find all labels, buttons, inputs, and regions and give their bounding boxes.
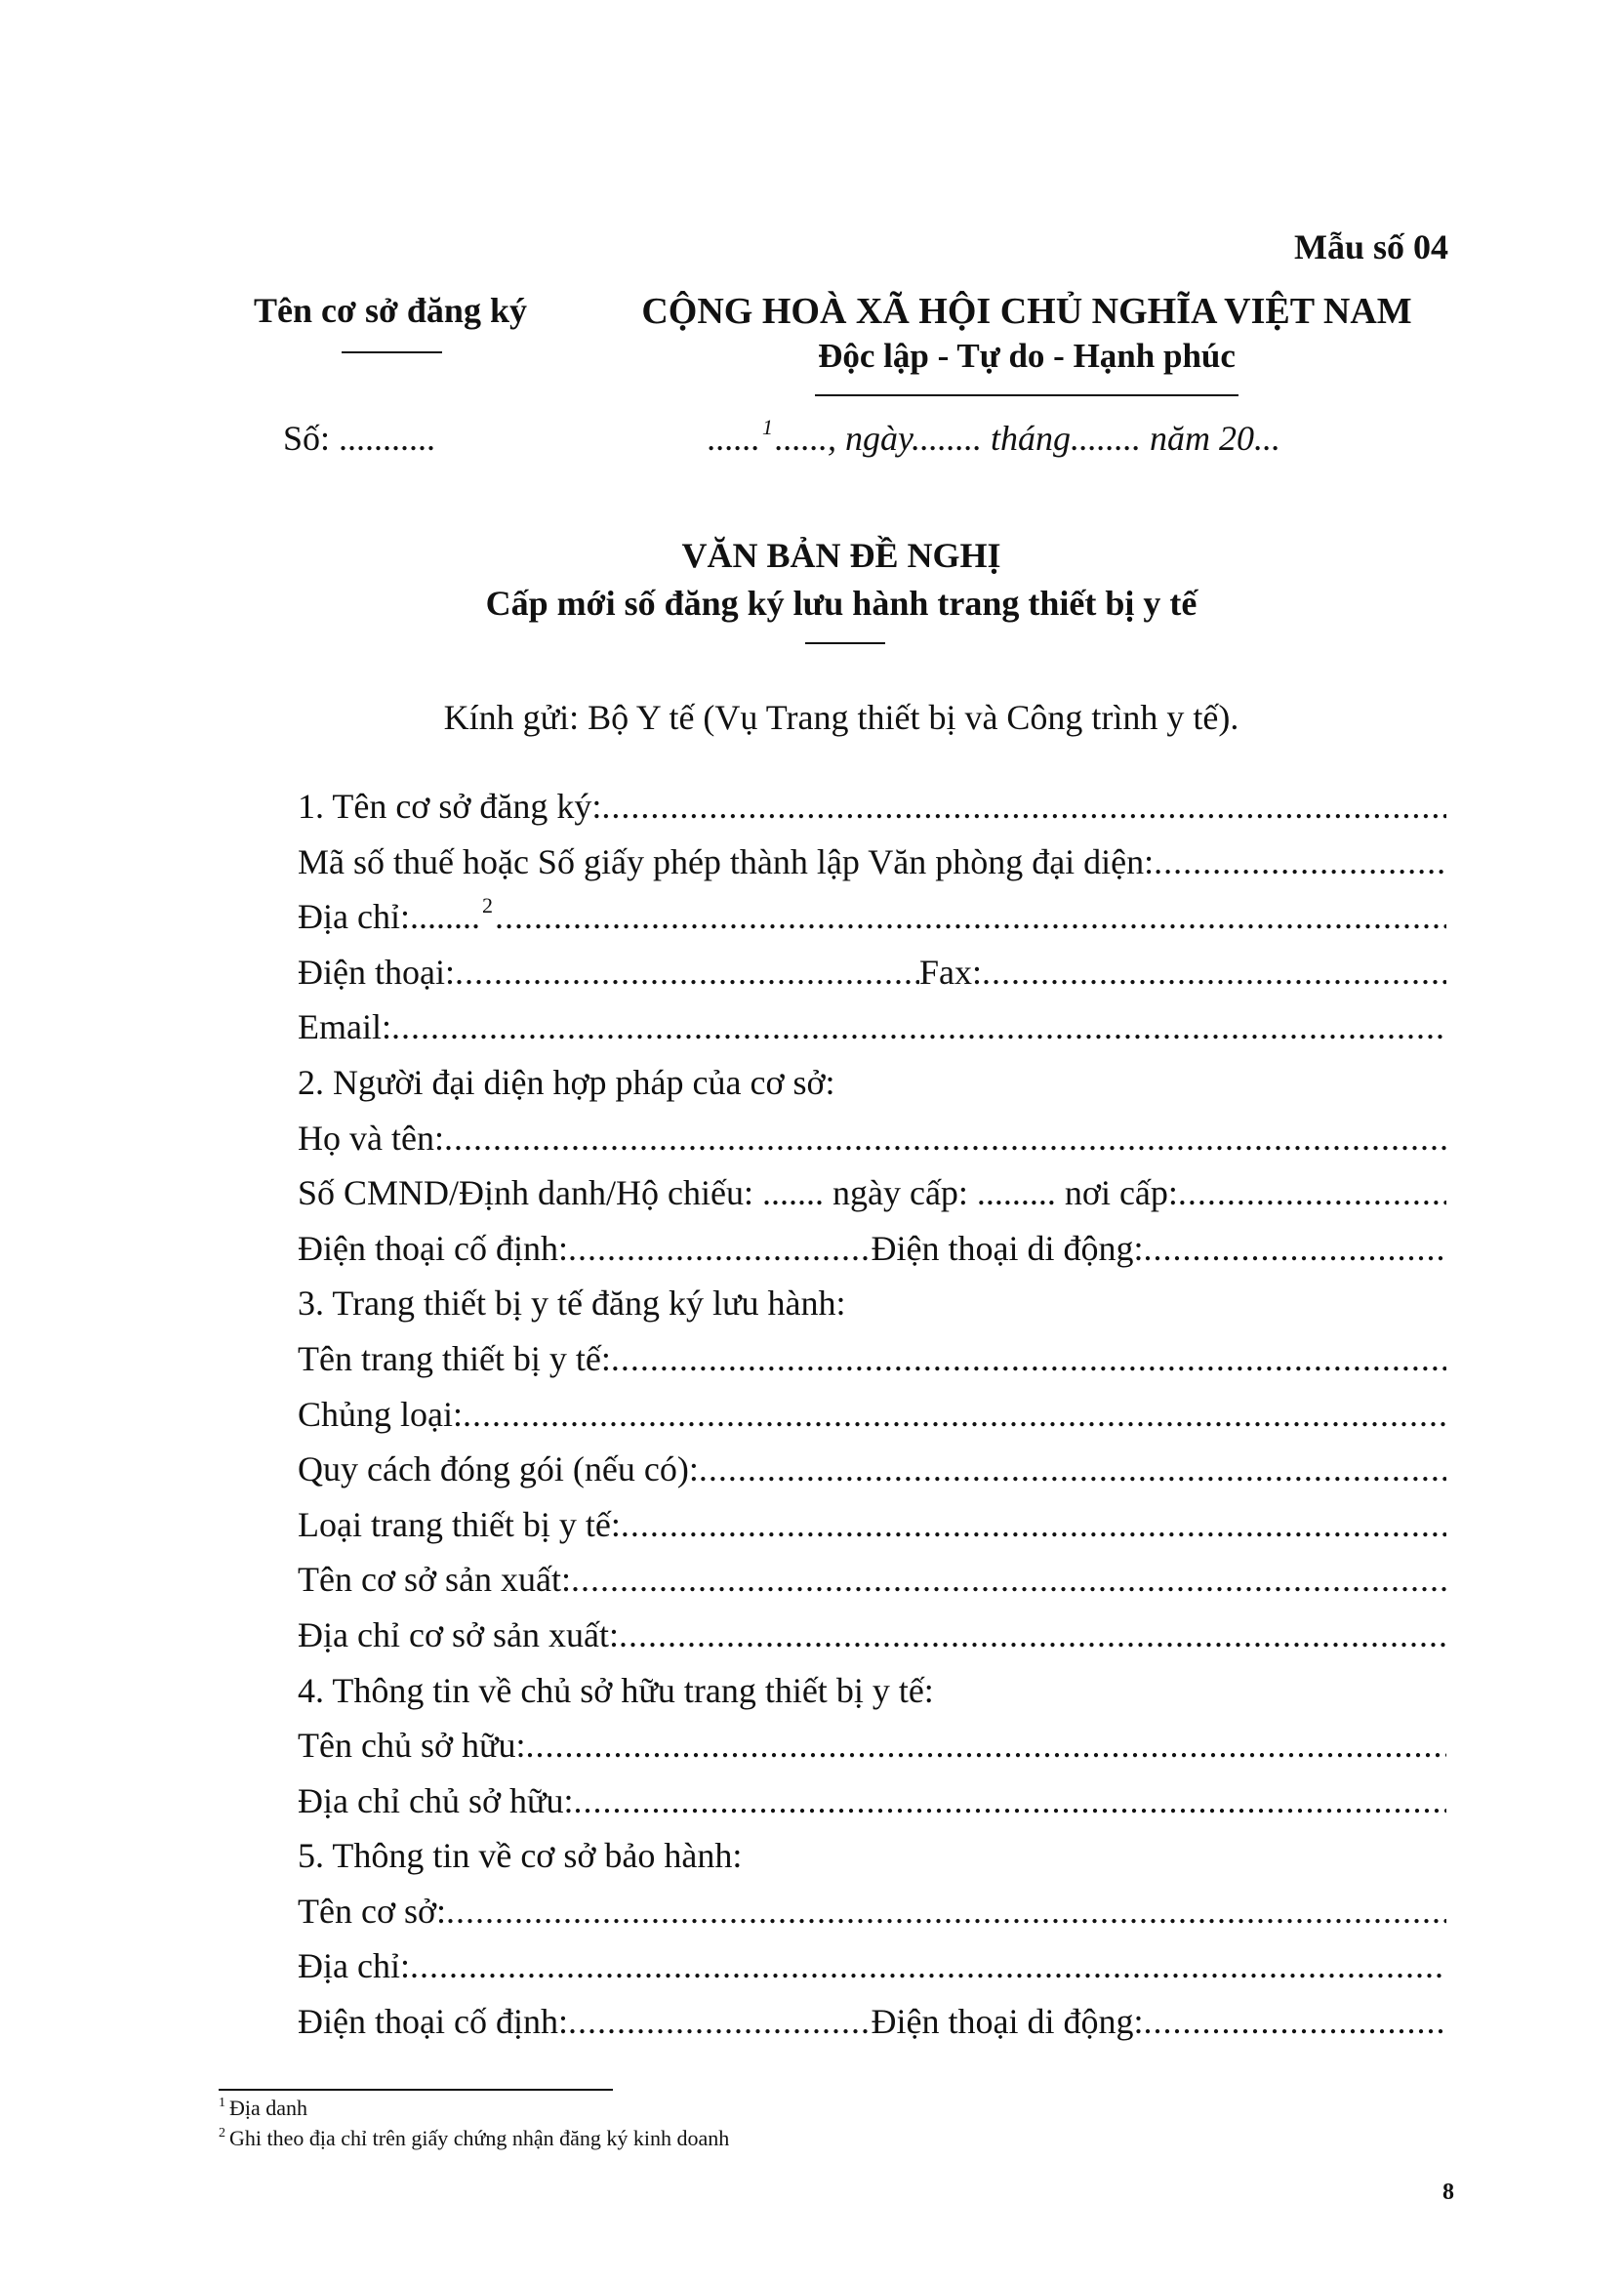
fill-dots <box>571 1552 1446 1608</box>
field-label: Fax: <box>918 952 982 992</box>
fill-dots <box>1154 835 1446 890</box>
form-row <box>298 1884 1446 1939</box>
footnote-separator <box>219 2089 613 2091</box>
fill-dots <box>574 1773 1447 1829</box>
field-label: Điện thoại: <box>298 952 455 992</box>
field-label: Tên trang thiết bị y tế: <box>298 1338 611 1378</box>
field-label: Điện thoại cố định: <box>298 1228 568 1268</box>
field-label: Điện thoại di động: <box>871 2002 1144 2042</box>
field-label: Chủng loại: <box>298 1394 463 1434</box>
fill-dots <box>982 945 1446 1000</box>
form-row <box>298 1331 1446 1387</box>
form-row <box>298 1442 1446 1497</box>
form-row <box>298 945 1446 1000</box>
document-number: Số: ........... <box>283 419 436 458</box>
organization-underline <box>342 351 442 353</box>
fill-dots <box>568 1221 872 1277</box>
field-label: Tên chủ sở hữu: <box>298 1726 526 1766</box>
form-row <box>298 1276 1446 1331</box>
field-label: Họ và tên: <box>298 1118 444 1158</box>
form-row <box>298 1773 1446 1829</box>
date-line <box>708 415 1280 459</box>
date-place-dots: ...... <box>708 419 760 458</box>
form-row <box>298 1111 1446 1166</box>
date-text: ......, ngày........ tháng........ năm 20... <box>775 419 1280 458</box>
organization-label: Tên cơ sở đăng ký <box>254 291 527 330</box>
form-row <box>298 1552 1446 1608</box>
form-row <box>298 779 1446 835</box>
form-row <box>298 1718 1446 1773</box>
form-row <box>298 999 1446 1055</box>
fill-dots <box>699 1442 1446 1497</box>
fill-dots <box>391 999 1446 1055</box>
fill-dots <box>444 1111 1446 1166</box>
title-underline <box>805 642 885 644</box>
page-number: 8 <box>1442 2180 1454 2205</box>
form-row <box>298 1497 1446 1553</box>
form-row <box>298 1828 1446 1884</box>
document-title: VĂN BẢN ĐỀ NGHỊ <box>681 536 1001 575</box>
footnote-1-number: 1 <box>219 2096 225 2110</box>
document-subtitle: Cấp mới số đăng ký lưu hành trang thiết bị y tế <box>485 584 1198 623</box>
field-label: Email: <box>298 1007 391 1047</box>
field-label: Tên cơ sở sản xuất: <box>298 1560 572 1600</box>
footnote-2 <box>219 2126 729 2151</box>
form-row <box>298 1221 1446 1277</box>
fill-dots <box>1143 1994 1446 2050</box>
fill-dots <box>455 945 919 1000</box>
date-footnote-ref: 1 <box>762 415 773 439</box>
field-label: Quy cách đóng gói (nếu có): <box>298 1449 699 1489</box>
form-number: Mẫu số 04 <box>1294 227 1449 266</box>
form-row <box>298 1165 1446 1221</box>
form-row <box>298 889 1446 945</box>
fill-dots <box>446 1884 1446 1939</box>
footnote-1-text: Địa danh <box>229 2096 308 2120</box>
field-label: Mã số thuế hoặc Số giấy phép thành lập Văn phòng đại diện: <box>298 841 1155 881</box>
fill-dots <box>410 1938 1446 1994</box>
fill-dots <box>611 1331 1446 1387</box>
form-fields <box>298 779 1446 2050</box>
fill-dots <box>526 1718 1446 1773</box>
fill-dots <box>601 779 1446 835</box>
fill-dots <box>1178 1165 1446 1221</box>
field-label: Địa chỉ:........ <box>298 897 480 937</box>
field-label: Điện thoại di động: <box>871 1228 1144 1268</box>
footnote-2-text: Ghi theo địa chỉ trên giấy chứng nhận đăng ký kinh doanh <box>229 2126 730 2150</box>
field-label: Địa chỉ cơ sở sản xuất: <box>298 1614 619 1654</box>
form-row <box>298 835 1446 890</box>
field-label: 1. Tên cơ sở đăng ký: <box>298 787 602 826</box>
fill-dots <box>463 1387 1446 1443</box>
fill-dots <box>1143 1221 1446 1277</box>
footnote-1 <box>219 2096 307 2121</box>
footnote-2-number: 2 <box>219 2126 225 2140</box>
field-label: Địa chỉ chủ sở hữu: <box>298 1780 574 1820</box>
national-motto: Độc lập - Tự do - Hạnh phúc <box>818 337 1236 375</box>
form-row <box>298 1608 1446 1663</box>
fill-dots <box>619 1608 1446 1663</box>
field-label: Địa chỉ: <box>298 1946 410 1986</box>
fill-dots <box>621 1497 1446 1553</box>
motto-underline <box>815 394 1238 396</box>
footnote-ref: 2 <box>481 893 493 918</box>
form-row <box>298 1938 1446 1994</box>
field-label: Điện thoại cố định: <box>298 2002 568 2042</box>
form-row <box>298 1994 1446 2050</box>
fill-dots <box>495 889 1446 945</box>
field-label: Số CMND/Định danh/Hộ chiếu: ....... ngày cấp: ......... nơi cấp: <box>298 1173 1178 1213</box>
field-label: 5. Thông tin về cơ sở bảo hành: <box>298 1836 743 1876</box>
field-label: 2. Người đại diện hợp pháp của cơ sở: <box>298 1062 835 1102</box>
recipient-line: Kính gửi: Bộ Y tế (Vụ Trang thiết bị và Công trình y tế). <box>443 698 1239 737</box>
form-row <box>298 1663 1446 1719</box>
form-row <box>298 1055 1446 1111</box>
country-name: CỘNG HOÀ XÃ HỘI CHỦ NGHĨA VIỆT NAM <box>641 291 1412 332</box>
fill-dots <box>568 1994 872 2050</box>
field-label: Tên cơ sở: <box>298 1891 447 1931</box>
field-label: 3. Trang thiết bị y tế đăng ký lưu hành: <box>298 1284 846 1324</box>
form-row <box>298 1387 1446 1443</box>
field-label: 4. Thông tin về chủ sở hữu trang thiết bị y tế: <box>298 1670 934 1710</box>
field-label: Loại trang thiết bị y tế: <box>298 1504 621 1544</box>
